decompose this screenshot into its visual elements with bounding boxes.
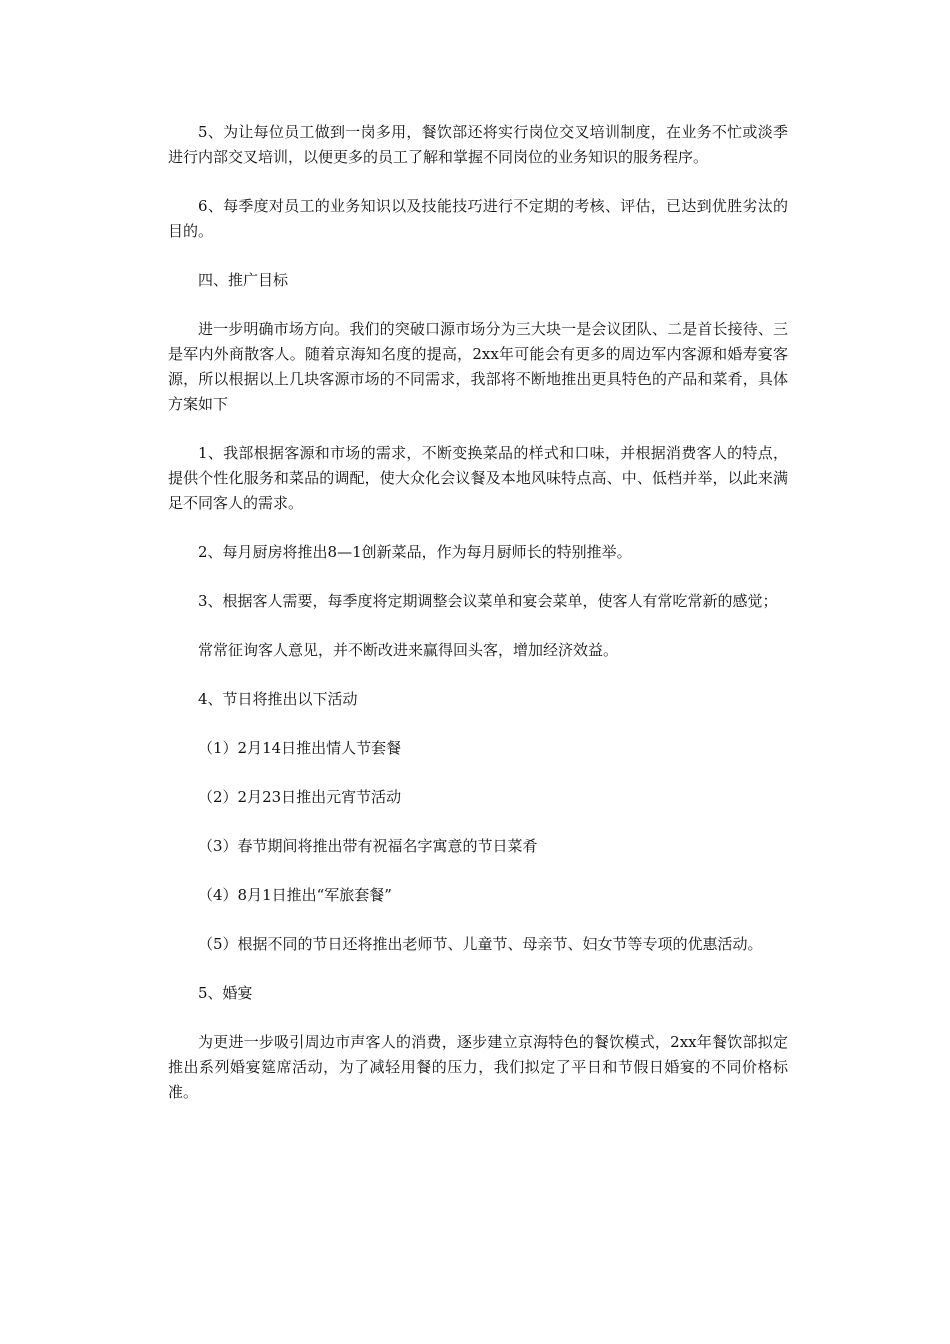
- paragraph-item-6-assessment: 6、每季度对员工的业务知识以及技能技巧进行不定期的考核、评估，已达到优胜劣汰的目的。: [168, 197, 788, 240]
- paragraph-item-5-wedding: 5、婚宴: [198, 984, 253, 1002]
- document-body: [168, 120, 788, 1129]
- paragraph-market-direction: 进一步明确市场方向。我们的突破口源市场分为三大块一是会议团队、二是首长接待、三是军内外商散客人。随着京海知名度的提高，2xx年可能会有更多的周边军内客源和婚寿宴客源，所以根据以上几块客源市场的不同需求，我部将不断地推出更具特色的产品和菜肴，具体方案如下: [168, 320, 788, 413]
- section-heading-promotion-goals: 四、推广目标: [198, 271, 289, 289]
- list-item-other-holidays: （5）根据不同的节日还将推出老师节、儿童节、母亲节、妇女节等专项的优惠活动。: [198, 935, 763, 953]
- list-item-valentines: （1）2月14日推出情人节套餐: [198, 739, 402, 757]
- paragraph-item-5-training: 5、为让每位员工做到一岗多用，餐饮部还将实行岗位交叉培训制度，在业务不忙或淡季进行内部交叉培训，以便更多的员工了解和掌握不同岗位的业务知识的服务程序。: [168, 123, 788, 166]
- paragraph-wedding-details: 为更进一步吸引周边市声客人的消费，逐步建立京海特色的餐饮模式，2xx年餐饮部拟定推出系列婚宴筵席活动，为了减轻用餐的压力，我们拟定了平日和节假日婚宴的不同价格标准。: [168, 1033, 788, 1101]
- paragraph-item-1-menu: 1、我部根据客源和市场的需求，不断变换菜品的样式和口味，并根据消费客人的特点，提供个性化服务和菜品的调配，使大众化会议餐及本地风味特点高、中、低档并举，以此来满足不同客人的需求。: [168, 444, 788, 512]
- paragraph-item-2-new-dishes: 2、每月厨房将推出8—1创新菜品，作为每月厨师长的特别推举。: [198, 543, 632, 561]
- paragraph-customer-feedback: 常常征询客人意见，并不断改进来赢得回头客，增加经济效益。: [198, 641, 619, 659]
- list-item-army-day: （4）8月1日推出“军旅套餐”: [198, 886, 392, 904]
- list-item-spring-festival: （3）春节期间将推出带有祝福名字寓意的节日菜肴: [198, 837, 538, 855]
- list-item-lantern: （2）2月23日推出元宵节活动: [198, 788, 402, 806]
- paragraph-item-3-menu-adjust: 3、根据客人需要，每季度将定期调整会议菜单和宴会菜单，使客人有常吃常新的感觉；: [198, 592, 778, 610]
- paragraph-item-4-holidays: 4、节日将推出以下活动: [198, 690, 358, 708]
